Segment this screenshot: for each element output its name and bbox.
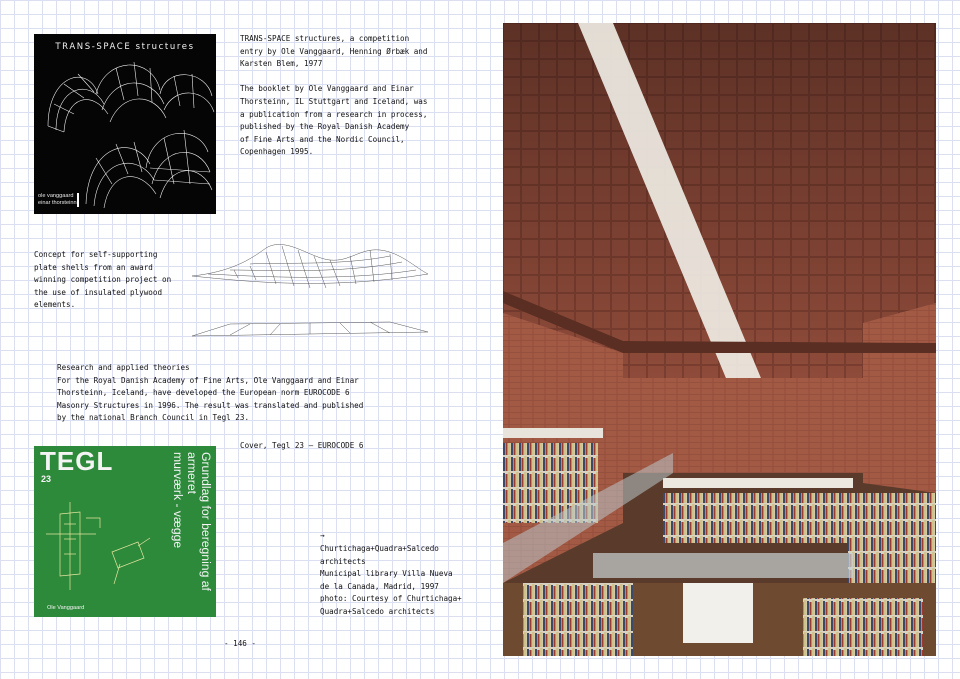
library-caption: Churtichaga+Quadra+Salcedo architects Municipal library Villa Nueva de la Canada, Madrid, 1997 photo: Courtesy of Churtichaga+ Quadra+Salcedo architects [320, 544, 462, 616]
concept-caption: Concept for self-supporting plate shells from an award winning competition project on the use of insulated plywood elements. [34, 250, 172, 310]
wall-diagram-drawing [40, 494, 160, 604]
tegl-23-cover [34, 446, 216, 617]
arrow-glyph: → [320, 531, 325, 540]
transspace-caption: TRANS-SPACE structures, a competition entry by Ole Vanggaard, Henning Ørbæk and Karsten Blem, 1977 The booklet by Ole Vanggaard and Einar Thorsteinn, IL Stuttgart and Iceland, was a publication from a research in process, published by the Royal Danish Academy of Fine Arts and the Nordic Council, Copenhagen 1995. [240, 34, 428, 157]
booklet-title: TRANS-SPACE structures [55, 42, 195, 52]
tegl-issue: 23 [41, 474, 52, 484]
tegl-title: TEGL [40, 446, 114, 476]
tegl-author: Ole Vanggaard [47, 605, 85, 611]
library-interior-photo [503, 23, 936, 656]
page-number: - 146 - [223, 639, 256, 648]
booklet-divider [77, 193, 79, 207]
plate-shell-wireframe-drawing [190, 240, 430, 340]
library-photo-illustration [503, 23, 936, 656]
booklet-authors: ole vanggaard einar thorsteinn [38, 193, 77, 206]
tegl-side-title: Grundlag for beregning af armeret murværk - vægge [171, 452, 213, 591]
transspace-booklet-cover [34, 34, 216, 214]
grid-shell-vaults-drawing [34, 34, 216, 214]
research-paragraph: Research and applied theories For the Royal Danish Academy of Fine Arts, Ole Vanggaard and Einar Thorsteinn, Iceland, have developed the European norm EUROCODE 6 Masonry Structures in 1996. The result was translated and published by the national Branch Council in Tegl 23. [57, 363, 364, 423]
tegl-caption: Cover, Tegl 23 — EUROCODE 6 [240, 441, 364, 450]
